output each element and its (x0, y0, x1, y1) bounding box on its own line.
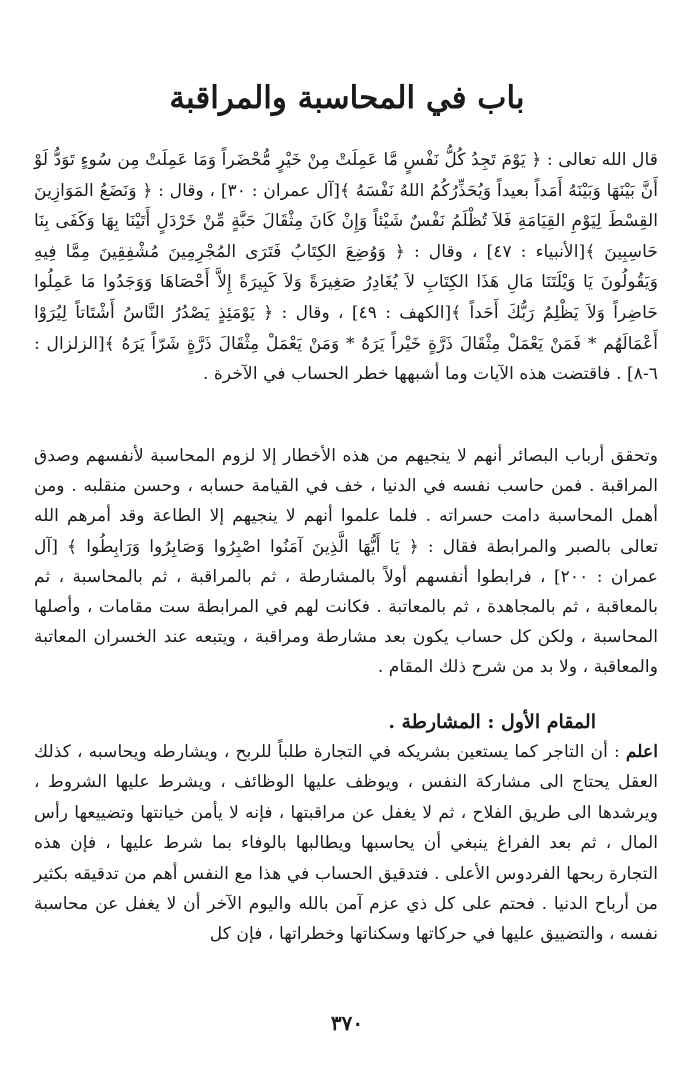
chapter-title: باب في المحاسبة والمراقبة (169, 80, 525, 116)
body-paragraph: وتحقق أرباب البصائر أنهم لا ينجيهم من هذه الأخطار إلا لزوم المحاسبة لأنفسهم وصدق المراقبة . فمن حاسب نفسه في الدنيا ، خف في القيامة حسابه ، وحسن منقلبه . ومن أهمل المحاسبة دامت حسراته . فلما علموا أنهم لا ينجيهم إلا الطاعة وقد أمرهم الله تعالى بالصبر والمرابطة فقال : ﴿ يَا أَيُّهَا الَّذِينَ آمَنُوا اصْبِرُوا وَصَابِرُوا وَرَابِطُوا ﴾ [آل عمران : ٢٠٠] ، فرابطوا أنفسهم أولاً بالمشارطة ، ثم بالمراقبة ، ثم بالمحاسبة ، ثم بالمعاقبة ، ثم بالمجاهدة ، ثم بالمعاتبة . فكانت لهم في المرابطة ست مقامات ، وأصلها المحاسبة ، ولكن كل حساب يكون بعد مشارطة ومراقبة ، ويتبعه عند الخسران المعاتبة والمعاقبة ، ولا بد من شرح ذلك المقام . (34, 446, 658, 678)
page-number: ٣٧٠ (330, 1011, 364, 1035)
section-paragraph (34, 737, 658, 950)
section-paragraph-text: : أن التاجر كما يستعين بشريكه في التجارة طلباً للربح ، ويشارطه ويحاسبه ، كذلك العقل يحتاج الى مشاركة النفس ، ويوظف عليها الوظائف ، ويشرط عليها الشروط ، ويرشدها الى طريق الفلاح ، ثم لا يغفل عن مراقبتها ، فإنه لا يأمن خيانتها وتضييعها رأس المال ، ثم بعد الفراغ ينبغي أن يحاسبها ويطالبها بالوفاء بما شرط عليها ، فإن هذه التجارة ربحها الفردوس الأعلى . فتدقيق الحساب في هذا مع النفس أهم من تدقيقه بكثير من أرباح الدنيا . فحتم على كل ذي عزم آمن بالله واليوم الآخر أن لا يغفل عن محاسبة نفسه ، والتضييق عليها في حركاتها وسكناتها وخطراتها ، فإن كل (34, 742, 658, 945)
section-lead-word: اعلم (625, 742, 658, 762)
section-heading: المقام الأول : المشارطة . (388, 711, 596, 733)
intro-paragraph: قال الله تعالى : ﴿ يَوْمَ تَجِدُ كُلُّ نَفْسٍ مَّا عَمِلَتْ مِنْ خَيْرٍ مُّحْضَراً وَمَا عَمِلَتْ مِن سُوءٍ تَوَدُّ لَوْ أَنَّ بَيْنَهَا وَبَيْنَهُ أَمَداً بعيداً وَيُحَذِّرُكُمُ اللهُ نَفْسَهُ ﴾[آل عمران : ٣٠] ، وقال : ﴿ وَنَضَعُ المَوَازِينَ القِسْطَ لِيَوْمِ القِيَامَةِ فَلاَ تُظْلَمُ نَفْسٌ شَيْئاً وَإِنْ كَانَ مِثْقَالَ حَبَّةٍ مِّنْ خَرْدَلٍ أَتَيْنَا بِهَا وَكَفَى بِنَا حَاسِبِينَ ﴾[الأنبياء : ٤٧] ، وقال : ﴿ وَوُضِعَ الكِتَابُ فَتَرَى المُجْرِمِينَ مُشْفِقِينَ مِمَّا فِيهِ وَيَقُولُونَ يَا وَيْلَتَنَا مَالِ هَذَا الكِتَابِ لاَ يُغَادِرُ صَغِيرَةً وَلاَ كَبِيرَةً إِلاَّ أَحْصَاهَا وَوَجَدُوا مَا عَمِلُوا حَاضِراً وَلاَ يَظْلِمُ رَبُّكَ أَحَداً ﴾[الكهف : ٤٩] ، وقال : ﴿ يَوْمَئِذٍ يَصْدُرُ النَّاسُ أَشْتَاتاً لِيُرَوْا أَعْمَالَهُم * فَمَنْ يَعْمَلْ مِثْقَالَ ذَرَّةٍ خَيْراً يَرَهُ * وَمَنْ يَعْمَلْ مِثْقَالَ ذَرَّةٍ شَرّاً يَرَهُ ﴾[الزلزال : ٦-٨] . فاقتضت هذه الآيات وما أشبهها خطر الحساب في الآخرة . (34, 150, 658, 385)
